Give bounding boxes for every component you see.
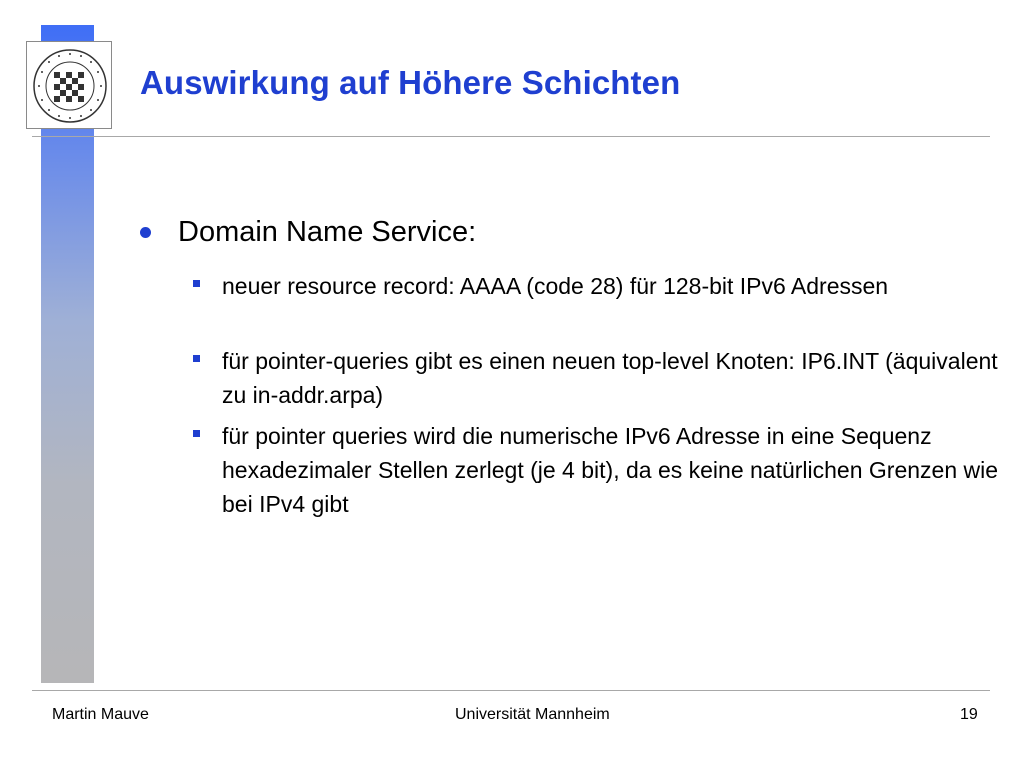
sub-bullet-item <box>193 419 1002 521</box>
footer-author: Martin Mauve <box>52 706 149 723</box>
bullet-dot-icon <box>140 227 151 238</box>
footer-divider <box>32 690 990 691</box>
sub-bullet-text: für pointer-queries gibt es einen neuen top-level Knoten: IP6.INT (äquivalent zu in-addr.arpa) <box>222 348 998 408</box>
university-seal-icon <box>31 46 109 126</box>
title-divider <box>32 136 990 137</box>
university-logo <box>26 41 112 129</box>
sub-bullet-item <box>193 344 1002 412</box>
page-number: 19 <box>960 706 978 723</box>
square-bullet-icon <box>193 355 200 362</box>
square-bullet-icon <box>193 280 200 287</box>
sub-bullet-text: für pointer queries wird die numerische IPv6 Adresse in eine Sequenz hexadezimaler Stellen zerlegt (je 4 bit), da es keine natürlichen Grenzen wie bei IPv4 gibt <box>222 423 999 517</box>
sub-bullet-item <box>193 269 1002 303</box>
footer-institution: Universität Mannheim <box>455 706 610 723</box>
slide-title: Auswirkung auf Höhere Schichten <box>140 64 681 101</box>
square-bullet-icon <box>193 430 200 437</box>
bullet-item <box>140 216 476 249</box>
sub-bullet-text: neuer resource record: AAAA (code 28) für 128-bit IPv6 Adressen <box>222 273 889 299</box>
bullet-text: Domain Name Service: <box>178 216 477 248</box>
